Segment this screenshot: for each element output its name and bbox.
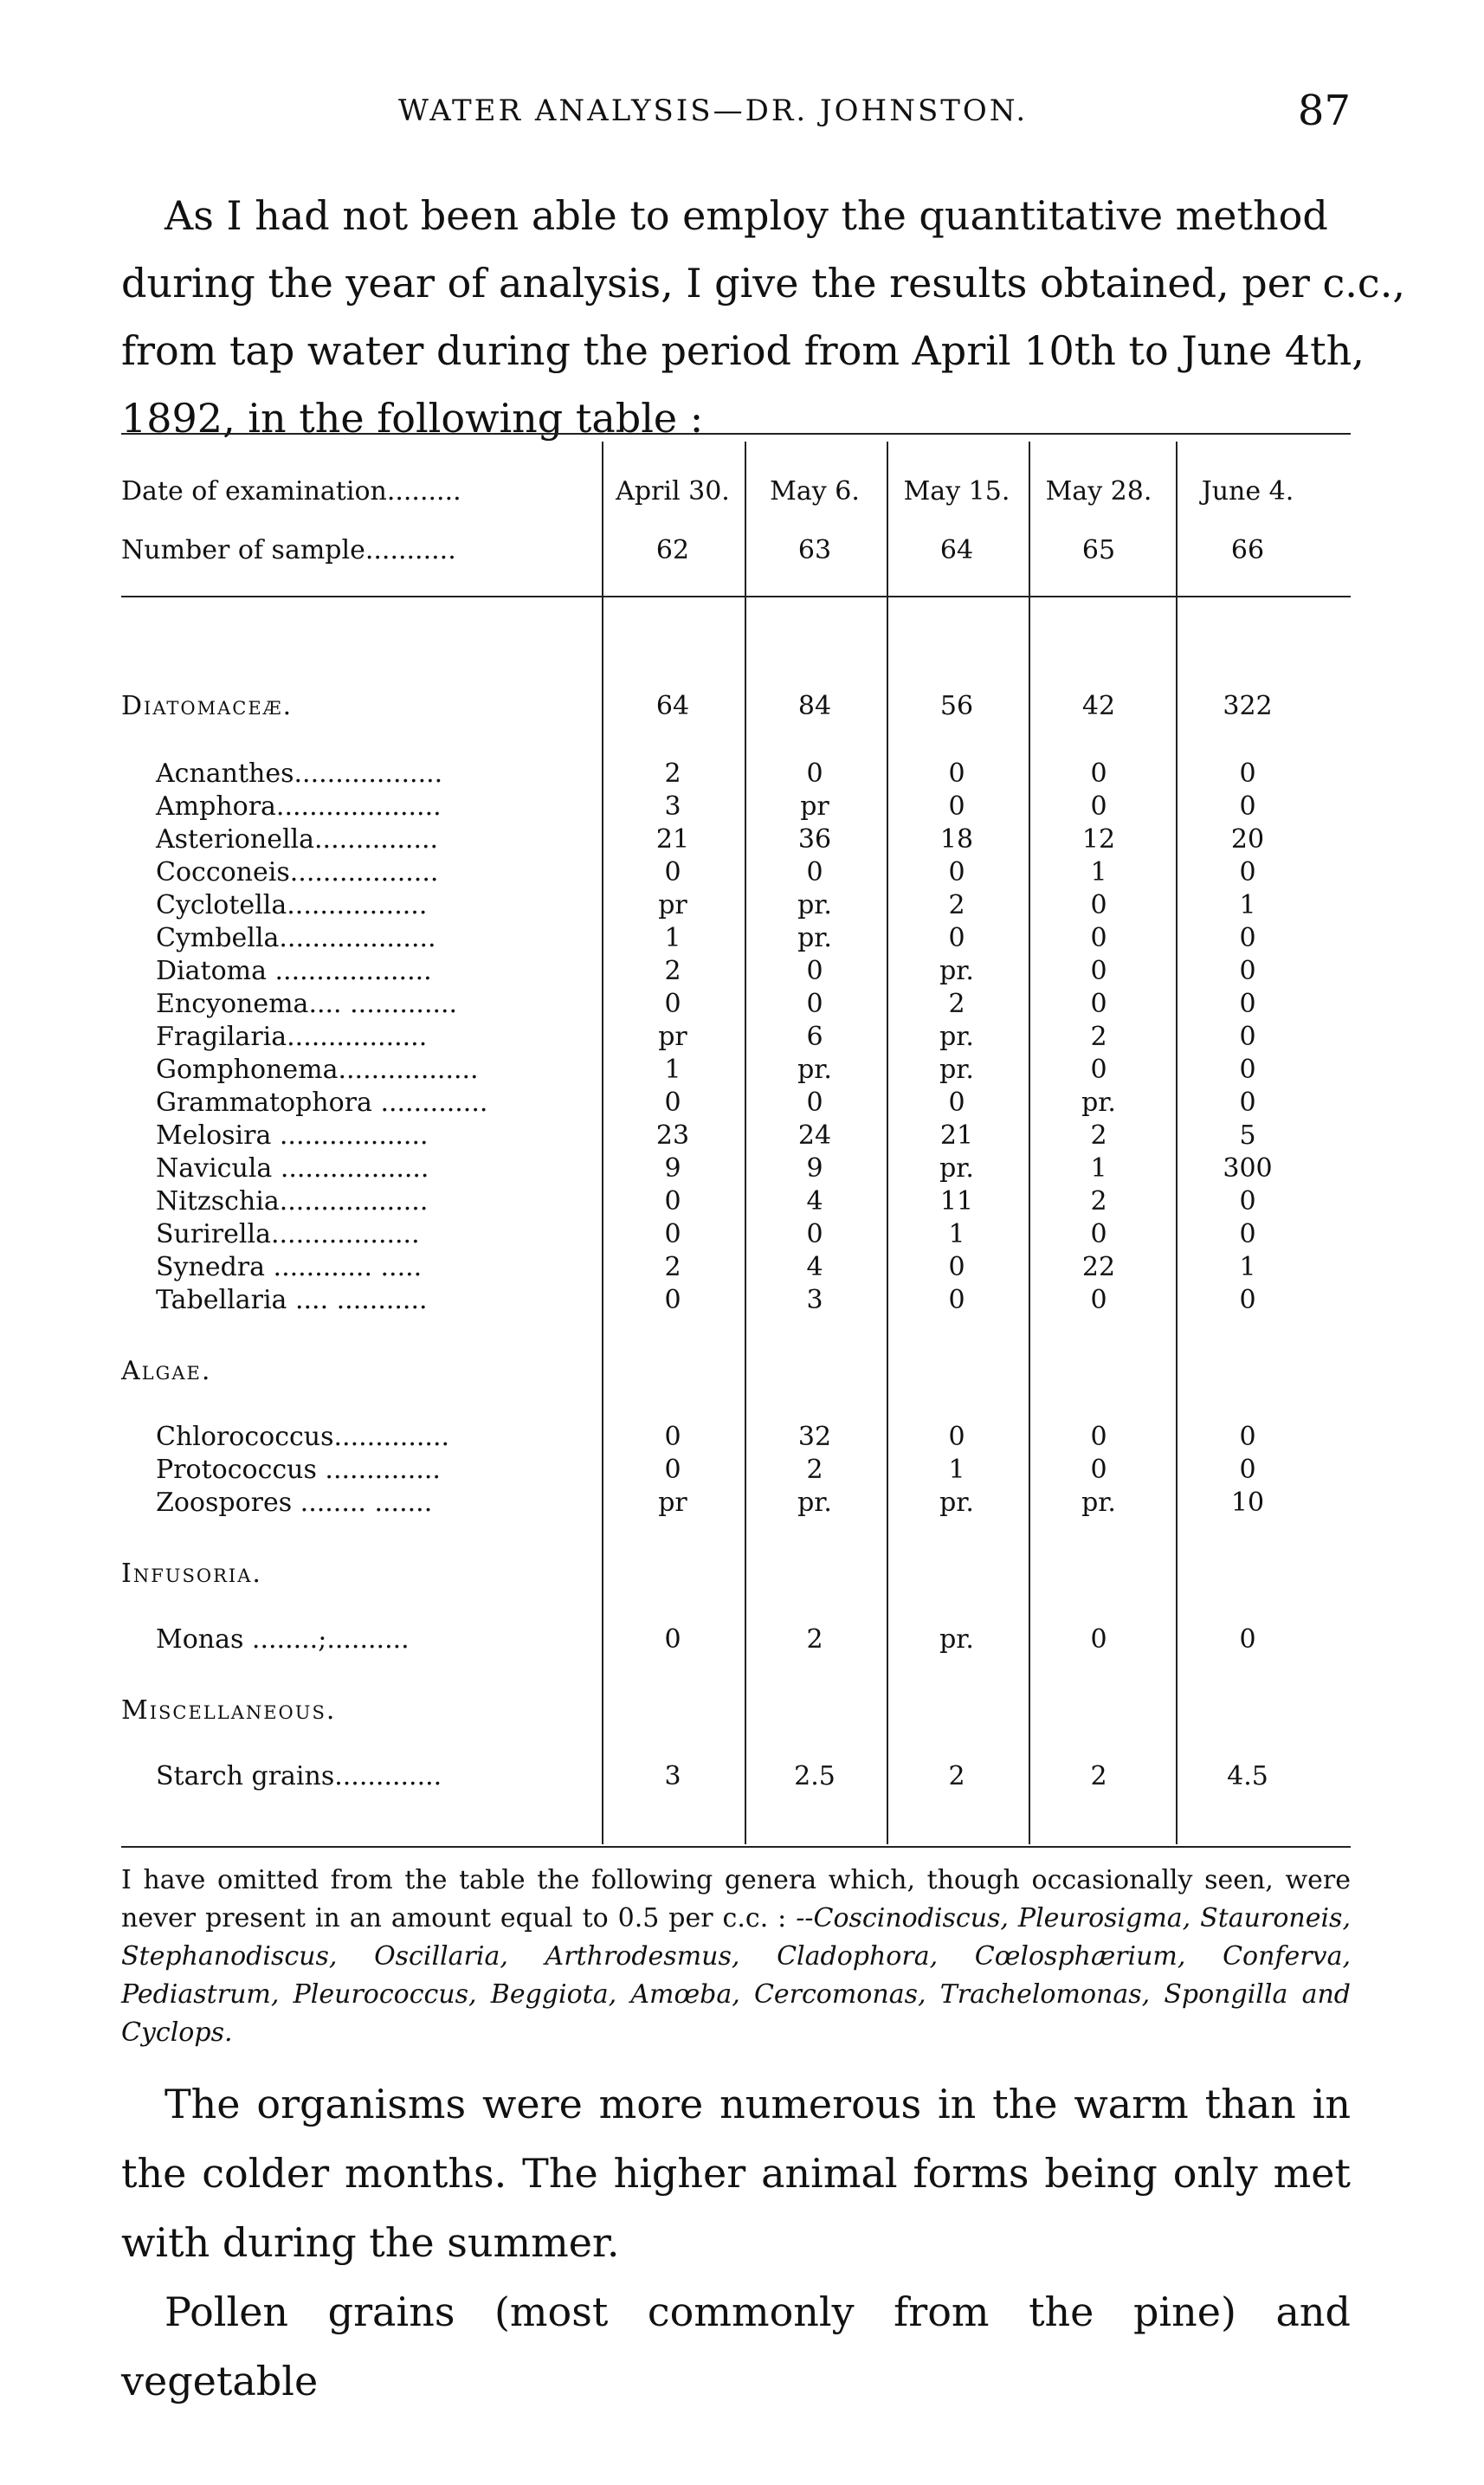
row-label: Number of sample........... xyxy=(121,535,456,565)
table-cell: 0 xyxy=(1090,956,1107,986)
table-cell: 300 xyxy=(1223,1153,1273,1184)
table-cell: pr. xyxy=(797,1488,832,1518)
table-cell: 0 xyxy=(1239,857,1256,888)
table-cell: pr. xyxy=(939,1055,974,1085)
table-cell: 0 xyxy=(948,791,965,822)
table-cell: 2 xyxy=(948,1761,965,1791)
table-cell: 1 xyxy=(948,1219,965,1249)
table-cell: 0 xyxy=(1090,1055,1107,1085)
table-cell: 4 xyxy=(806,1252,823,1282)
table-cell: 66 xyxy=(1230,535,1265,565)
running-head-title: WATER ANALYSIS—DR. JOHNSTON. xyxy=(398,94,1029,128)
table-cell: 1 xyxy=(1239,890,1256,920)
table-cell: 64 xyxy=(655,691,690,721)
group-heading xyxy=(121,1559,1351,1593)
table-cell: 2 xyxy=(948,989,965,1019)
table-cell: 23 xyxy=(655,1120,690,1151)
table-cell: 21 xyxy=(655,824,690,855)
table-cell: 0 xyxy=(806,758,823,789)
row-label: Synedra ............ ..... xyxy=(156,1252,423,1282)
header-row-samples xyxy=(121,535,1351,570)
table-cell: 21 xyxy=(939,1120,974,1151)
table-cell: 0 xyxy=(1239,989,1256,1019)
table-cell: pr. xyxy=(939,1153,974,1184)
footnote-text: I have omitted from the table the following genera which, though occasionally seen, were never present in an amount equal to 0.5 per c.c. : xyxy=(121,1865,1351,1933)
table-cell: 0 xyxy=(1239,1186,1256,1217)
table-cell: 0 xyxy=(948,1252,965,1282)
table-cell: 0 xyxy=(948,1088,965,1118)
closing-paragraph: Pollen grains (most commonly from the pine) and vegetable xyxy=(121,2288,1351,2404)
table-cell: 0 xyxy=(1239,1422,1256,1452)
intro-line: 1892, in the following table : xyxy=(121,395,704,442)
row-label: Surirella.................. xyxy=(156,1219,420,1249)
table-cell: 0 xyxy=(806,1088,823,1118)
table-cell: pr xyxy=(658,1022,687,1052)
footnote xyxy=(121,1862,1351,2052)
table-cell: 0 xyxy=(664,857,681,888)
table-row xyxy=(121,1022,1351,1056)
table-row xyxy=(121,824,1351,859)
row-label: Algae. xyxy=(121,1356,212,1386)
table-row xyxy=(121,923,1351,958)
table-cell: 2 xyxy=(664,758,681,789)
table-cell: 0 xyxy=(806,956,823,986)
table-cell: 1 xyxy=(1090,1153,1107,1184)
table-cell: pr. xyxy=(939,956,974,986)
table-cell: 0 xyxy=(1090,1219,1107,1249)
table-cell: 0 xyxy=(1239,758,1256,789)
row-label: Protococcus .............. xyxy=(156,1455,441,1485)
table-cell: 2 xyxy=(1090,1761,1107,1791)
closing-paragraph: The organisms were more numerous in the warm than in the colder months. The higher animal forms being only met with during the summer. xyxy=(121,2081,1351,2266)
intro-paragraph xyxy=(121,182,1405,452)
row-label: Grammatophora ............. xyxy=(156,1088,488,1118)
table-cell: 84 xyxy=(797,691,832,721)
table-cell: 2 xyxy=(664,956,681,986)
table-cell: 63 xyxy=(797,535,832,565)
table-row xyxy=(121,1055,1351,1089)
table-row xyxy=(121,1219,1351,1254)
footnote-genera: --Coscinodiscus, Pleurosigma, Stauroneis, Stephanodiscus, Oscillaria, Arthrodesmus, Cladophora, Cœlosphærium, Conferva, Pediastrum, Pleurococcus, Beggiota, Amœba, Cercomonas, Trachelomonas, Spongilla and Cyclops. xyxy=(121,1903,1351,2048)
table-cell: 0 xyxy=(664,1285,681,1315)
row-label: Cymbella................... xyxy=(156,923,436,953)
table-cell: 3 xyxy=(664,791,681,822)
table-cell: 1 xyxy=(1090,857,1107,888)
intro-line: As I had not been able to employ the quantitative method xyxy=(165,192,1328,239)
table-cell: 0 xyxy=(1090,923,1107,953)
group-heading xyxy=(121,1356,1351,1391)
intro-line: from tap water during the period from April 10th to June 4th, xyxy=(121,327,1365,374)
table-cell: 20 xyxy=(1230,824,1265,855)
table-bottom-rule xyxy=(121,1846,1351,1848)
row-label: Melosira .................. xyxy=(156,1120,429,1151)
table-cell: 4.5 xyxy=(1227,1761,1268,1791)
table-cell: 12 xyxy=(1081,824,1116,855)
group-heading xyxy=(121,691,1351,726)
table-cell: 0 xyxy=(1239,1624,1256,1655)
row-label: Diatoma ................... xyxy=(156,956,432,986)
table-cell: 0 xyxy=(1090,890,1107,920)
table-cell: 2 xyxy=(1090,1186,1107,1217)
table-cell: 2 xyxy=(948,890,965,920)
table-cell: 9 xyxy=(806,1153,823,1184)
table-cell: 0 xyxy=(1239,1055,1256,1085)
table-cell: 322 xyxy=(1223,691,1273,721)
table-cell: 0 xyxy=(1090,791,1107,822)
table-row xyxy=(121,1088,1351,1122)
table-cell: 24 xyxy=(797,1120,832,1151)
table-row xyxy=(121,1252,1351,1287)
table-cell: 0 xyxy=(806,989,823,1019)
row-label: Diatomaceæ. xyxy=(121,691,294,721)
table-cell: 0 xyxy=(948,758,965,789)
table-cell: pr. xyxy=(939,1488,974,1518)
table-cell: May 28. xyxy=(1045,476,1152,507)
row-label: Infusoria. xyxy=(121,1559,262,1589)
table-cell: 0 xyxy=(1090,989,1107,1019)
row-label: Cyclotella................. xyxy=(156,890,428,920)
table-row xyxy=(121,758,1351,793)
table-row xyxy=(121,1186,1351,1221)
table-cell: 0 xyxy=(664,1455,681,1485)
row-label: Miscellaneous. xyxy=(121,1695,337,1726)
row-label: Asterionella............... xyxy=(156,824,439,855)
table-cell: 18 xyxy=(939,824,974,855)
table-cell: June 4. xyxy=(1201,476,1294,507)
table-cell: pr. xyxy=(797,890,832,920)
table-row xyxy=(121,1624,1351,1659)
table-cell: 0 xyxy=(1239,1219,1256,1249)
table-top-rule xyxy=(121,433,1351,435)
table-row xyxy=(121,857,1351,892)
table-cell: pr. xyxy=(797,923,832,953)
row-label: Nitzschia.................. xyxy=(156,1186,429,1217)
table-cell: 0 xyxy=(1239,923,1256,953)
row-label: Date of examination......... xyxy=(121,476,461,507)
table-cell: 1 xyxy=(948,1455,965,1485)
table-row xyxy=(121,1153,1351,1188)
table-cell: 2.5 xyxy=(794,1761,836,1791)
row-label: Starch grains............. xyxy=(156,1761,442,1791)
closing-text xyxy=(121,2069,1351,2416)
table-cell: 0 xyxy=(1239,1022,1256,1052)
table-cell: 0 xyxy=(948,1422,965,1452)
intro-line: during the year of analysis, I give the results obtained, per c.c., xyxy=(121,260,1405,307)
table-cell: 3 xyxy=(806,1285,823,1315)
row-label: Gomphonema................. xyxy=(156,1055,479,1085)
row-label: Tabellaria .... ........... xyxy=(156,1285,428,1315)
table-row xyxy=(121,956,1351,991)
table-cell: pr. xyxy=(1081,1088,1116,1118)
table-row xyxy=(121,1422,1351,1456)
table-cell: 4 xyxy=(806,1186,823,1217)
table-cell: 0 xyxy=(1090,1422,1107,1452)
table-cell: 0 xyxy=(1090,1285,1107,1315)
table-cell: 0 xyxy=(664,1219,681,1249)
row-label: Acnanthes.................. xyxy=(156,758,443,789)
table-cell: 0 xyxy=(948,923,965,953)
table-cell: pr xyxy=(658,890,687,920)
table-cell: 1 xyxy=(664,1055,681,1085)
table-cell: pr xyxy=(800,791,829,822)
table-cell: 0 xyxy=(1090,1455,1107,1485)
table-cell: 0 xyxy=(1239,791,1256,822)
table-cell: 0 xyxy=(1239,1455,1256,1485)
table-cell: 11 xyxy=(939,1186,974,1217)
table-cell: 0 xyxy=(664,989,681,1019)
table-cell: pr. xyxy=(939,1624,974,1655)
table-cell: 6 xyxy=(806,1022,823,1052)
table-cell: 3 xyxy=(664,1761,681,1791)
table-cell: 0 xyxy=(664,1624,681,1655)
table-cell: pr. xyxy=(797,1055,832,1085)
group-heading xyxy=(121,1695,1351,1730)
table-cell: 36 xyxy=(797,824,832,855)
table-cell: 2 xyxy=(806,1624,823,1655)
table-cell: 0 xyxy=(1239,956,1256,986)
table-row xyxy=(121,1285,1351,1320)
table-cell: 65 xyxy=(1081,535,1116,565)
table-cell: 0 xyxy=(948,857,965,888)
table-cell: 9 xyxy=(664,1153,681,1184)
table-row xyxy=(121,989,1351,1023)
table-cell: pr. xyxy=(939,1022,974,1052)
row-label: Navicula .................. xyxy=(156,1153,429,1184)
organisms-table xyxy=(121,442,1351,1844)
table-cell: 0 xyxy=(1090,1624,1107,1655)
table-cell: 62 xyxy=(655,535,690,565)
table-row xyxy=(121,1488,1351,1522)
page-number: 87 xyxy=(1297,87,1351,135)
table-cell: 56 xyxy=(939,691,974,721)
table-cell: 1 xyxy=(1239,1252,1256,1282)
table-cell: May 6. xyxy=(770,476,860,507)
table-cell: 32 xyxy=(797,1422,832,1452)
table-row xyxy=(121,1120,1351,1155)
table-cell: 0 xyxy=(1239,1285,1256,1315)
table-cell: 0 xyxy=(1239,1088,1256,1118)
table-cell: 2 xyxy=(806,1455,823,1485)
table-row xyxy=(121,1761,1351,1796)
table-cell: pr. xyxy=(1081,1488,1116,1518)
table-cell: 0 xyxy=(1090,758,1107,789)
table-cell: 1 xyxy=(664,923,681,953)
table-cell: 2 xyxy=(1090,1022,1107,1052)
row-label: Zoospores ........ ....... xyxy=(156,1488,433,1518)
table-cell: 0 xyxy=(806,1219,823,1249)
table-cell: 0 xyxy=(664,1088,681,1118)
table-cell: 0 xyxy=(806,857,823,888)
table-cell: 0 xyxy=(948,1285,965,1315)
header-row-dates xyxy=(121,476,1351,511)
table-cell: 2 xyxy=(1090,1120,1107,1151)
table-cell: 2 xyxy=(664,1252,681,1282)
table-cell: April 30. xyxy=(616,476,730,507)
row-label: Fragilaria................. xyxy=(156,1022,428,1052)
table-row xyxy=(121,890,1351,925)
table-row xyxy=(121,791,1351,826)
table-cell: 64 xyxy=(939,535,974,565)
table-cell: 0 xyxy=(664,1422,681,1452)
table-cell: 0 xyxy=(664,1186,681,1217)
row-label: Amphora.................... xyxy=(156,791,442,822)
running-head xyxy=(121,87,1351,145)
row-label: Chlorococcus.............. xyxy=(156,1422,450,1452)
row-label: Cocconeis.................. xyxy=(156,857,439,888)
table-cell: 5 xyxy=(1239,1120,1256,1151)
table-cell: 22 xyxy=(1081,1252,1116,1282)
table-cell: 42 xyxy=(1081,691,1116,721)
table-cell: May 15. xyxy=(903,476,1010,507)
table-cell: 10 xyxy=(1230,1488,1265,1518)
table-row xyxy=(121,1455,1351,1489)
row-label: Monas ........;.......... xyxy=(156,1624,410,1655)
table-cell: pr xyxy=(658,1488,687,1518)
row-label: Encyonema.... ............. xyxy=(156,989,458,1019)
header-rule xyxy=(121,596,1351,597)
